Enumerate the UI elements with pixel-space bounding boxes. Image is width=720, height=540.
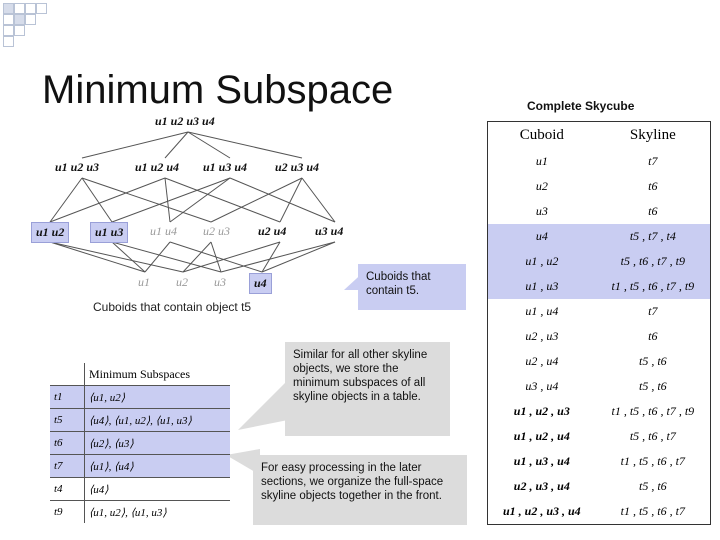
skyline-cell: t5 , t6: [638, 379, 667, 393]
lattice-node-u1u2u3: u1 u2 u3: [55, 160, 100, 174]
skyline-cell: t6: [648, 179, 658, 193]
cuboid-cell: u1 , u4: [525, 304, 559, 318]
subspace-cell: ⟨u4⟩, ⟨u1, u2⟩, ⟨u1, u3⟩: [85, 409, 231, 432]
subspace-cell: ⟨u4⟩: [85, 478, 231, 501]
callout-similar: [285, 342, 450, 436]
skyline-cell: t1 , t5 , t6 , t7 , t9: [611, 404, 695, 418]
table-row: [488, 174, 711, 199]
skycube-title: Complete Skycube: [527, 99, 635, 113]
cuboid-cell: u2 , u4: [525, 354, 559, 368]
object-cell: t1: [50, 386, 85, 409]
table-row: [488, 324, 711, 349]
lattice-node-u4: u4: [249, 273, 272, 294]
lattice-node-u1u3u4: u1 u3 u4: [203, 160, 248, 174]
table-row: [50, 409, 230, 432]
cuboid-cell: u1 , u2 , u3: [513, 404, 570, 418]
table-row: [488, 299, 711, 324]
skycube-table: [487, 121, 711, 525]
lattice-node-u3: u3: [214, 275, 226, 289]
skyline-cell: t7: [648, 154, 658, 168]
table-row: [488, 224, 711, 249]
cuboid-cell: u4: [488, 224, 596, 249]
table-row: [488, 399, 711, 424]
table-row: [50, 386, 230, 409]
cuboid-cell: u1 , u2 , u4: [513, 429, 570, 443]
lattice-edges: [0, 0, 480, 300]
min-subspaces-table: [50, 363, 230, 523]
skyline-cell: t6: [648, 329, 658, 343]
table-row: [50, 455, 230, 478]
table-row: [488, 349, 711, 374]
object-cell: t4: [50, 478, 85, 501]
skyline-cell: t7: [648, 304, 658, 318]
lattice-caption: Cuboids that contain object t5: [93, 300, 252, 314]
subspace-cell: ⟨u1, u2⟩, ⟨u1, u3⟩: [85, 501, 231, 524]
lattice-node-u1u3: u1 u3: [90, 222, 128, 243]
callout-easy-text: For easy processing in the later sections, we organize the full-space skyline objects together in the front.: [261, 462, 444, 502]
lattice-node-u1u2u4: u1 u2 u4: [135, 160, 180, 174]
subspace-cell: ⟨u1, u2⟩: [85, 386, 231, 409]
cuboid-cell: u3 , u4: [525, 379, 559, 393]
skyline-cell: t5 , t6 , t7 , t9: [596, 249, 711, 274]
skyline-cell: t6: [648, 204, 658, 218]
skyline-cell: t5 , t6 , t7: [629, 429, 676, 443]
skyline-cell: t5 , t6: [638, 354, 667, 368]
min-subspaces-header-row: [50, 363, 230, 386]
subspace-cell: ⟨u1⟩, ⟨u4⟩: [85, 455, 231, 478]
lattice-node-u1u2: u1 u2: [31, 222, 69, 243]
cuboid-cell: u1 , u3 , u4: [513, 454, 570, 468]
skyline-cell: t1 , t5 , t6 , t7: [620, 504, 685, 518]
cuboid-cell: u2 , u3 , u4: [513, 479, 570, 493]
callout-easy: [253, 455, 467, 525]
skyline-cell: t1 , t5 , t6 , t7: [620, 454, 685, 468]
cuboid-cell: u1: [535, 154, 548, 168]
cuboid-cell: u3: [535, 204, 548, 218]
table-row: [488, 249, 711, 274]
skycube-col-cuboid: Cuboid: [519, 127, 564, 143]
cuboid-cell: u1 , u2 , u3 , u4: [502, 504, 581, 518]
skyline-cell: t1 , t5 , t6 , t7 , t9: [596, 274, 711, 299]
table-row: [488, 499, 711, 525]
cuboid-cell: u2 , u3: [525, 329, 559, 343]
table-row: [50, 432, 230, 455]
lattice-node-u2u3: u2 u3: [203, 224, 230, 238]
lattice-node-u2u4: u2 u4: [258, 224, 287, 238]
callout-similar-text: Similar for all other skyline objects, we store the minimum subspaces of all skyline objects in a table.: [293, 349, 428, 403]
table-row: [50, 478, 230, 501]
callout-similar-pointer: [230, 340, 290, 440]
lattice-node-u3u4: u3 u4: [315, 224, 344, 238]
min-subspaces-header: Minimum Subspaces: [89, 366, 190, 381]
table-row: [488, 424, 711, 449]
skyline-cell: t5 , t6: [638, 479, 667, 493]
table-row: [488, 449, 711, 474]
table-row: [488, 149, 711, 174]
cuboid-cell: u1 , u2: [488, 249, 596, 274]
table-row: [488, 274, 711, 299]
table-row: [488, 474, 711, 499]
callout-contain-text: Cuboids that contain t5.: [366, 271, 431, 297]
cuboid-cell: u2: [535, 179, 548, 193]
slide-title: Minimum Subspace: [42, 68, 394, 112]
table-row: [50, 501, 230, 524]
skycube-col-skyline: Skyline: [629, 127, 676, 143]
lattice-node-u2u3u4: u2 u3 u4: [275, 160, 320, 174]
lattice-node-u2: u2: [176, 275, 188, 289]
callout-contain: [358, 264, 466, 310]
skycube-header-row: [488, 122, 711, 150]
object-cell: t6: [50, 432, 85, 455]
table-row: [488, 374, 711, 399]
object-cell: t5: [50, 409, 85, 432]
skyline-cell: t5 , t7 , t4: [596, 224, 711, 249]
cuboid-cell: u1 , u3: [488, 274, 596, 299]
object-cell: t7: [50, 455, 85, 478]
subspace-cell: ⟨u2⟩, ⟨u3⟩: [85, 432, 231, 455]
lattice-node-u1: u1: [138, 275, 150, 289]
lattice-node-u1u4: u1 u4: [150, 224, 177, 238]
table-row: [488, 199, 711, 224]
object-cell: t9: [50, 501, 85, 524]
lattice-node-top: u1 u2 u3 u4: [155, 114, 215, 128]
